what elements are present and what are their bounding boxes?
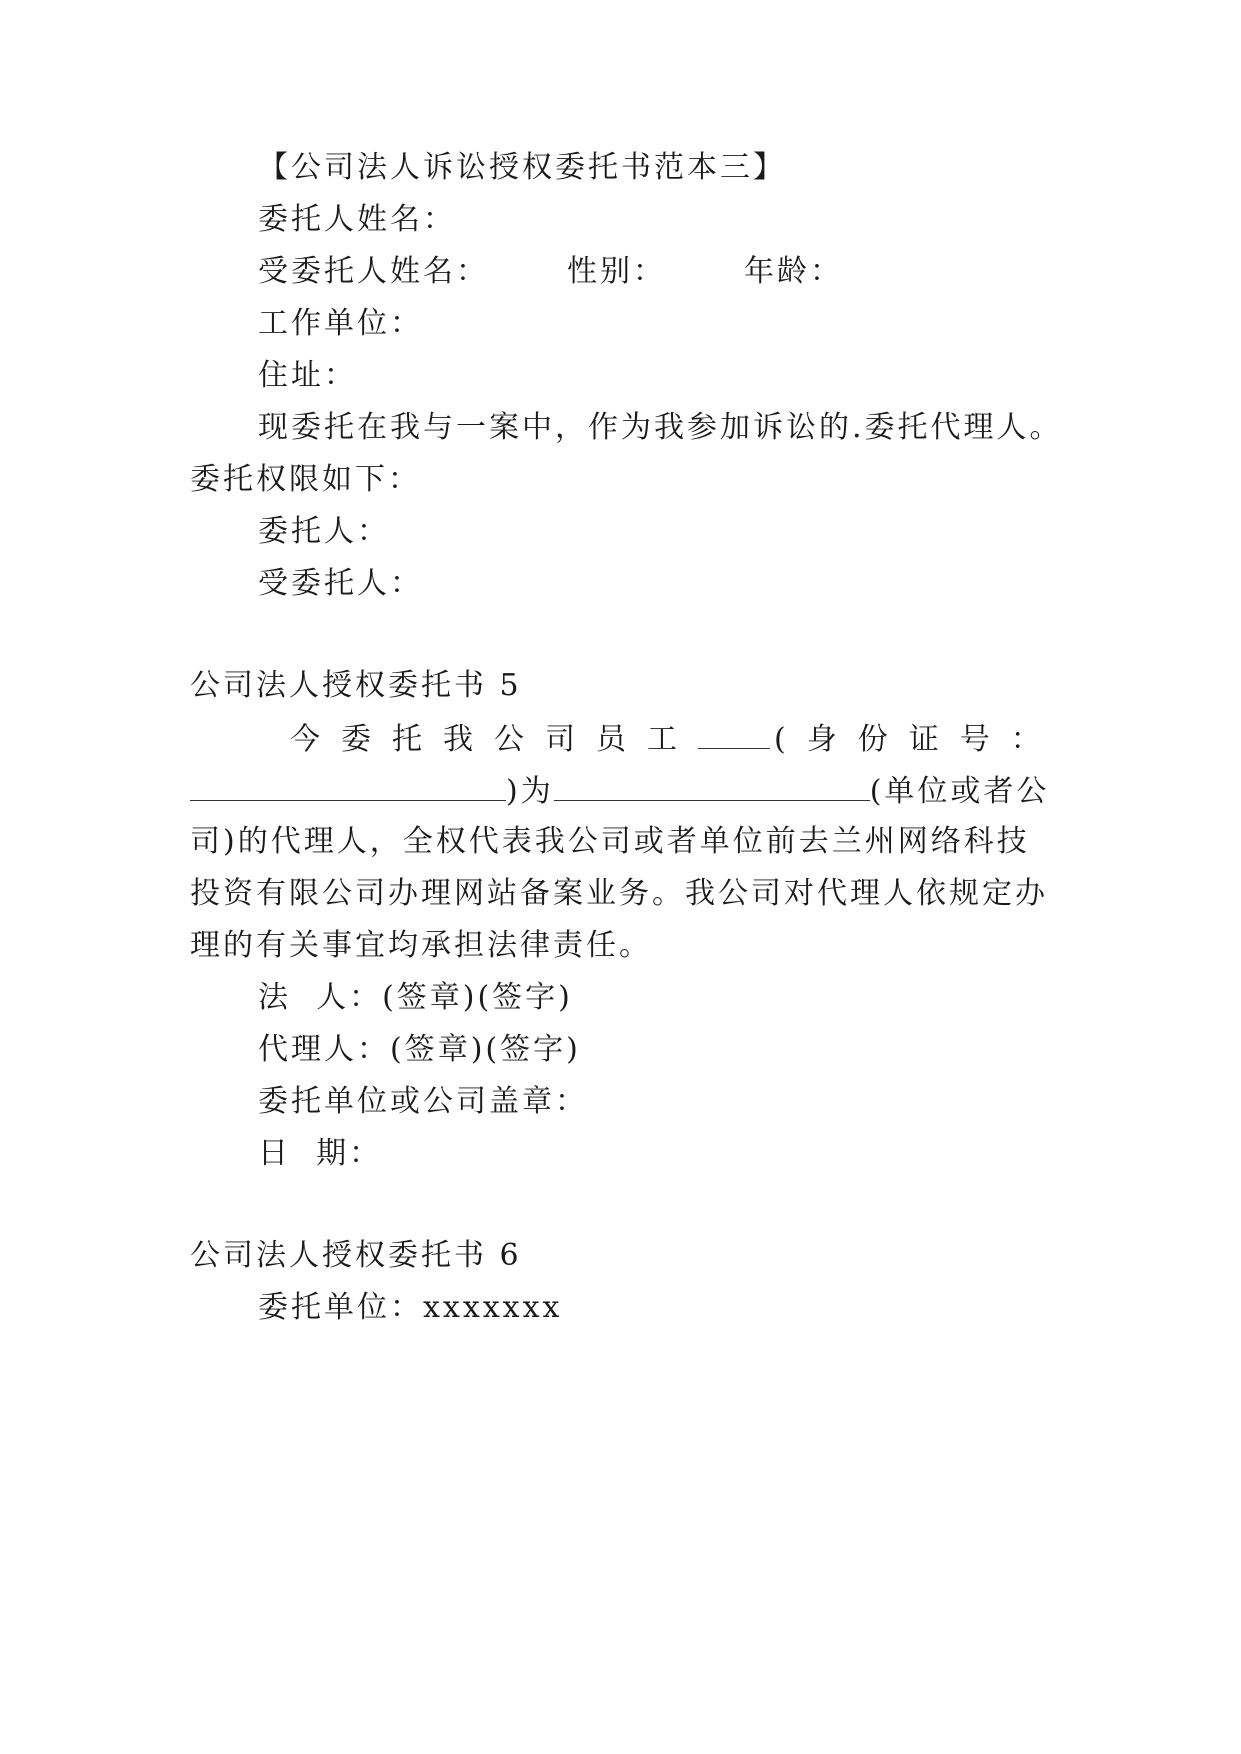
- agent-info-row: [258, 252, 843, 292]
- legal-person-sign: 法 人：(签章)(签字): [258, 980, 573, 1015]
- id-number-blank: [190, 770, 506, 801]
- section3-body-line1: 现委托在我与一案中，作为我参加诉讼的.委托代理人。: [258, 410, 1063, 445]
- section5-heading: 公司法人授权委托书 5: [190, 668, 522, 703]
- section6-heading: 公司法人授权委托书 6: [190, 1238, 522, 1273]
- principal-label: 委托人：: [258, 514, 390, 549]
- address-label: 住址：: [258, 358, 357, 393]
- section5-line2-mid: )为: [506, 774, 554, 809]
- agent-name-label: 受委托人姓名：: [258, 254, 489, 289]
- section5-line1-tail: (身份证号：: [774, 722, 1062, 757]
- work-unit-label: 工作单位：: [258, 306, 423, 341]
- agent-unit-blank: [554, 770, 870, 801]
- age-label: 年龄：: [744, 254, 843, 289]
- gender-label: 性别：: [567, 254, 666, 289]
- agent-sign: 代理人：(签章)(签字): [258, 1032, 581, 1067]
- section5-line3: 司)的代理人，全权代表我公司或者单位前去兰州网络科技: [190, 824, 1030, 859]
- date-label: 日 期：: [258, 1136, 383, 1171]
- principal-name-label: 委托人姓名：: [258, 202, 456, 237]
- section3-title: 【公司法人诉讼授权委托书范本三】: [258, 150, 786, 185]
- employee-blank: [698, 718, 770, 749]
- seal-label: 委托单位或公司盖章：: [258, 1084, 588, 1119]
- section5-line2: [190, 770, 1049, 812]
- section5-line1-text: 今委托我公司员工: [290, 722, 698, 757]
- section5-line1: [290, 718, 1062, 760]
- entrusting-unit: 委托单位：xxxxxxx: [258, 1290, 563, 1325]
- section5-line4: 投资有限公司办理网站备案业务。我公司对代理人依规定办: [190, 876, 1048, 911]
- section3-body-line2: 委托权限如下：: [190, 462, 421, 497]
- agent-label: 受委托人：: [258, 566, 423, 601]
- section5-line5: 理的有关事宜均承担法律责任。: [190, 928, 652, 963]
- section5-line2-tail: (单位或者公: [869, 774, 1050, 809]
